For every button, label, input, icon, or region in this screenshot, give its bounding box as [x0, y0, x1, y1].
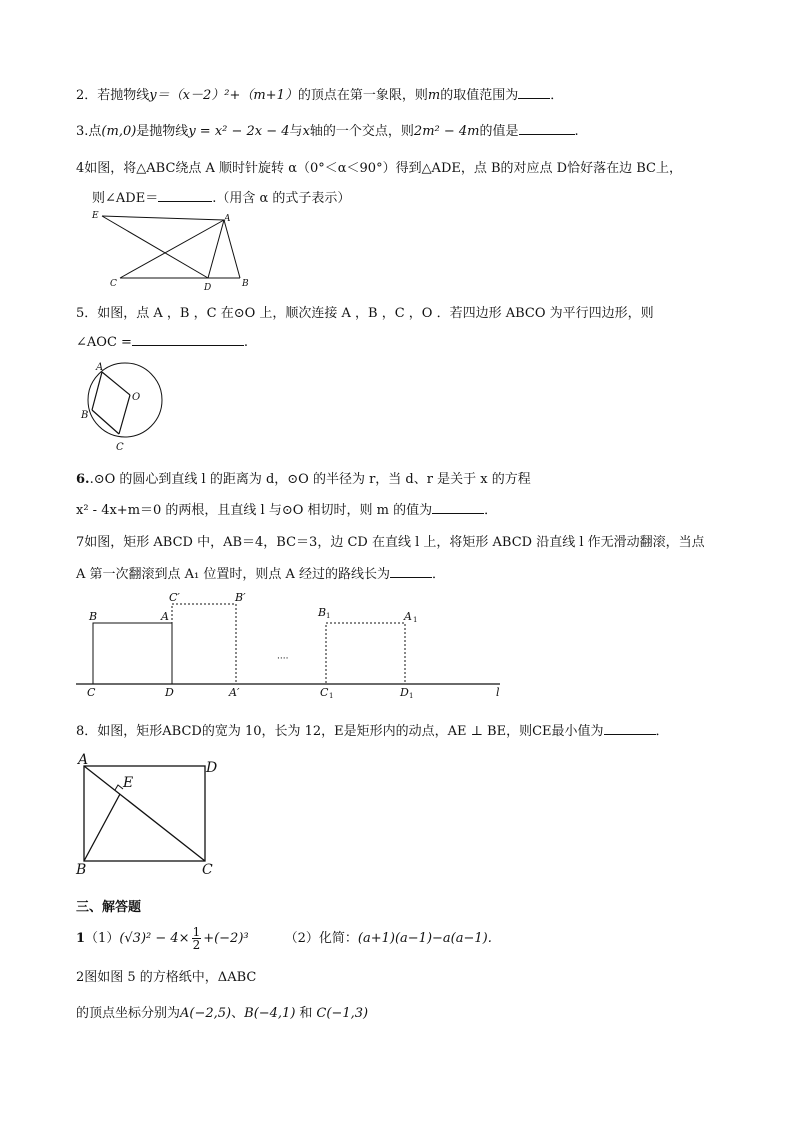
answer-blank[interactable]	[604, 722, 656, 735]
point-B: B(−4,1)	[244, 1006, 296, 1021]
question-4-line2	[92, 187, 350, 206]
subscript-1: 1	[409, 692, 414, 700]
subscript-1: 1	[413, 616, 418, 624]
answer-blank[interactable]	[432, 501, 484, 514]
fraction-one-half	[192, 926, 202, 951]
segment-AO	[102, 372, 130, 395]
text: 的顶点在第一象限，则	[297, 88, 428, 103]
label-B-prime: B′	[235, 591, 246, 604]
question-8	[76, 720, 669, 739]
label-A: A	[96, 362, 104, 373]
answer-blank[interactable]	[390, 565, 432, 578]
text: 如图，矩形 ABCD 中，AB＝4，BC＝3，边 CD 在直线 l 上，将矩形 ABCD 沿直线 l 作无滑动翻滚，当点	[84, 535, 705, 550]
text: x² - 4x+m＝0 的两根，且直线 l 与⊙O 相切时，则 m 的值为	[76, 503, 433, 518]
expression: (√3)² − 4×	[119, 931, 190, 946]
label-D1: D	[400, 686, 409, 699]
label-C: C	[116, 442, 124, 453]
text: ．如图，矩形ABCD的宽为 10，长为 12，E是矩形内的动点，AE ⊥ BE，则CE最小值为	[84, 724, 604, 739]
label-A: A	[161, 610, 169, 623]
text: 和	[299, 1006, 313, 1021]
question-number: 8	[76, 724, 85, 739]
label-A: A	[224, 214, 231, 224]
question-number: 2．	[76, 88, 98, 103]
question-7-line2	[76, 563, 445, 582]
text: ．	[484, 503, 498, 518]
segment-ED	[102, 216, 208, 278]
question-number: 6.	[76, 472, 90, 487]
label-A: A	[78, 752, 89, 768]
q4-figure	[88, 206, 260, 292]
label-C: C	[87, 686, 96, 699]
text: 的值是	[479, 124, 519, 139]
text: 则∠ADE＝	[92, 191, 159, 206]
question-number: 7	[76, 535, 85, 550]
question-6-line1	[76, 468, 531, 487]
expression: (a+1)(a−1)−a(a−1).	[357, 931, 492, 946]
text: .	[243, 335, 249, 350]
question-7-line1	[76, 531, 705, 550]
right-angle-mark	[115, 785, 123, 790]
text: 是抛物线	[136, 124, 189, 139]
segment-AB	[224, 220, 240, 278]
variable: m	[427, 88, 441, 103]
question-6-line2	[76, 499, 497, 518]
question-number: 5	[76, 306, 85, 321]
segment-AD	[208, 220, 224, 278]
text: 的顶点坐标分别为	[76, 1006, 181, 1021]
label-D: D	[204, 283, 212, 292]
rectangle-final	[326, 623, 405, 684]
segment-BE	[84, 794, 120, 861]
answer-blank[interactable]	[518, 86, 550, 99]
text: .（用含 α 的式子表示）	[212, 191, 351, 206]
label-E: E	[123, 775, 134, 791]
text: （2）化简：	[284, 931, 358, 946]
text: .	[574, 124, 579, 139]
segment-AC	[120, 220, 224, 278]
numerator: 1	[192, 925, 201, 939]
subscript-1: 1	[329, 692, 334, 700]
label-B: B	[242, 279, 249, 289]
segment-EA	[102, 216, 224, 220]
text: .⊙O 的圆心到直线 l 的距离为 d，⊙O 的半径为 r，当 d、r 是关于 x 的方程	[89, 472, 531, 487]
label-A-prime: A′	[229, 686, 240, 699]
segment-CO	[119, 395, 130, 434]
label-C-prime: C′	[169, 591, 180, 604]
segment-BC	[92, 410, 119, 434]
label-C: C	[202, 862, 213, 878]
text: 、	[231, 1006, 245, 1021]
question-number: 4	[76, 161, 85, 176]
text: 轴的一个交点，则	[309, 124, 414, 139]
text: ．	[550, 88, 564, 103]
q5-figure	[78, 358, 168, 454]
question-4-line1	[76, 157, 682, 176]
text: 若抛物线	[97, 88, 150, 103]
equation: y＝（x－2）²+（m+1）	[149, 88, 298, 103]
equation: y = x² − 2x − 4	[188, 124, 290, 139]
question-5-line2	[76, 333, 248, 350]
circle-O	[88, 363, 162, 437]
answer-blank[interactable]	[519, 122, 575, 135]
label-O: O	[132, 392, 141, 403]
subscript-1: 1	[326, 612, 331, 620]
variable: x	[302, 124, 310, 139]
label-B: B	[89, 610, 98, 623]
question-5-line1	[76, 302, 654, 321]
point: (m,0)	[101, 124, 137, 139]
point-C: C(−1,3)	[316, 1006, 369, 1021]
text: ．	[655, 724, 669, 739]
segment-AC	[84, 766, 205, 861]
q7-figure	[72, 586, 512, 704]
question-number: 1	[76, 931, 86, 946]
label-B: B	[76, 862, 87, 878]
question-2	[76, 84, 563, 103]
text: 的取值范围为	[440, 88, 519, 103]
label-A1: A	[404, 610, 412, 623]
segment-AB	[92, 372, 102, 410]
label-C: C	[110, 279, 117, 289]
solution-2-line1	[76, 966, 256, 985]
answer-blank[interactable]	[132, 333, 244, 346]
label-D: D	[165, 686, 174, 699]
rectangle-rotated	[172, 604, 236, 684]
question-number: 3.	[76, 124, 89, 139]
label-C1: C	[320, 686, 329, 699]
q8-figure	[72, 750, 222, 878]
expression: +(−2)³	[203, 931, 249, 946]
label-B1: B	[318, 606, 327, 619]
text: 与	[289, 124, 303, 139]
label-E: E	[92, 211, 99, 221]
label-B: B	[81, 410, 89, 421]
solution-2-line2	[76, 1002, 368, 1021]
text: ．如图，点 A ，B ，C 在⊙O 上，顺次连接 A ，B ，C ，O ．若四边形 ABCO 为平行四边形，则	[84, 306, 654, 321]
text: ∠AOC =	[76, 335, 132, 350]
denominator: 2	[192, 938, 201, 952]
label-D: D	[206, 760, 218, 776]
section-heading: 三、解答题	[76, 900, 142, 915]
text: ．	[432, 567, 446, 582]
label-l: l	[496, 686, 500, 699]
rectangle-ABCD	[93, 623, 172, 684]
answer-blank[interactable]	[158, 189, 212, 202]
text: 如图，将△ABC绕点 A 顺时针旋转 α（0°＜α＜90°）得到△ADE，点 B的对应点 D恰好落在边 BC上，	[84, 161, 682, 176]
solution-1	[76, 926, 492, 951]
text: 2图如图 5 的方格纸中，ΔABC	[76, 970, 257, 985]
point-A: A(−2,5)	[180, 1006, 232, 1021]
text: 点	[88, 124, 102, 139]
question-3	[76, 120, 579, 139]
expression: 2m² − 4m	[413, 124, 480, 139]
text: （1）	[85, 931, 120, 946]
text: A 第一次翻滚到点 A₁ 位置时，则点 A 经过的路线长为	[76, 567, 391, 582]
ellipsis: ····	[277, 654, 289, 664]
